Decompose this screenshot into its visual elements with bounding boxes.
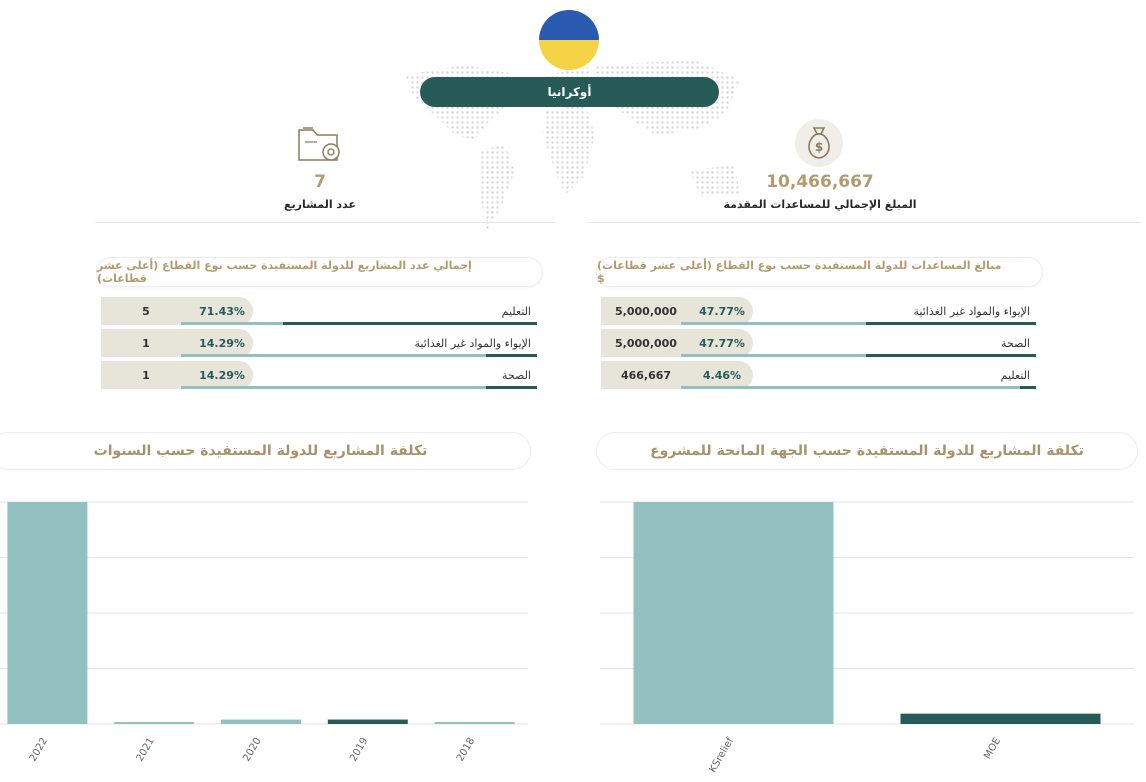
years-chart-bar bbox=[328, 720, 408, 724]
sector-amount-name: التعليم bbox=[1000, 368, 1030, 382]
years-chart-bar bbox=[221, 720, 301, 724]
donor-chart-title: تكلفة المشاريع للدولة المستفيدة حسب الجهة المانحة للمشروع bbox=[650, 443, 1084, 459]
years-chart-tick-label: 2019 bbox=[348, 736, 371, 764]
sector-project-name: الإيواء والمواد غير الغذائية bbox=[414, 336, 531, 350]
total-aid-value: 10,466,667 bbox=[766, 172, 874, 192]
years-chart-bar bbox=[435, 722, 515, 724]
years-chart-bar bbox=[7, 502, 87, 724]
sector-project-value: 1 bbox=[101, 361, 191, 389]
sector-project-name: التعليم bbox=[501, 304, 531, 318]
country-name: أوكرانيا bbox=[547, 85, 592, 99]
sector-project-percent: 14.29% bbox=[191, 361, 253, 389]
sector-project-name: الصحة bbox=[502, 368, 531, 382]
sector-amount-value: 5,000,000 bbox=[601, 297, 691, 325]
years-chart-tick-label: 2018 bbox=[454, 736, 478, 764]
sector-amount-value: 466,667 bbox=[601, 361, 691, 389]
sector-projects-title: إجمالي عدد المشاريع للدولة المستفيدة حسب نوع القطاع (أعلى عشر قطاعات) bbox=[97, 259, 472, 285]
sector-project-percent: 14.29% bbox=[191, 329, 253, 357]
donor-chart-tick-label: KSrelief bbox=[707, 736, 737, 775]
sector-amount-name: الصحة bbox=[1001, 336, 1030, 350]
years-chart-tick-label: 2022 bbox=[27, 736, 50, 764]
sector-project-value: 5 bbox=[101, 297, 191, 325]
total-aid-label: المبلغ الإجمالي للمساعدات المقدمة bbox=[723, 198, 917, 211]
years-chart-tick-label: 2021 bbox=[134, 736, 157, 764]
sector-amount-name: الإيواء والمواد غير الغذائية bbox=[913, 304, 1030, 318]
project-count-label: عدد المشاريع bbox=[284, 198, 356, 211]
sector-project-percent: 71.43% bbox=[191, 297, 253, 325]
sector-amounts-title: مبالغ المساعدات للدولة المستفيدة حسب نوع القطاع (أعلى عشر قطاعات) $ bbox=[597, 259, 1002, 285]
years-chart-bar bbox=[114, 722, 194, 724]
years-chart-tick-label: 2020 bbox=[241, 736, 264, 764]
years-chart-title: تكلفة المشاريع للدولة المستفيدة حسب السنوات bbox=[93, 443, 428, 459]
sector-amount-value: 5,000,000 bbox=[601, 329, 691, 357]
svg-text:$: $ bbox=[814, 140, 824, 154]
donor-chart-bar bbox=[901, 714, 1101, 724]
sector-amount-percent: 47.77% bbox=[691, 297, 753, 325]
project-count-value: 7 bbox=[314, 172, 326, 192]
donor-chart-bar bbox=[634, 502, 834, 724]
sector-amount-percent: 47.77% bbox=[691, 329, 753, 357]
donor-chart-tick-label: MOE bbox=[982, 736, 1004, 762]
sector-amount-percent: 4.46% bbox=[691, 361, 753, 389]
sector-project-value: 1 bbox=[101, 329, 191, 357]
